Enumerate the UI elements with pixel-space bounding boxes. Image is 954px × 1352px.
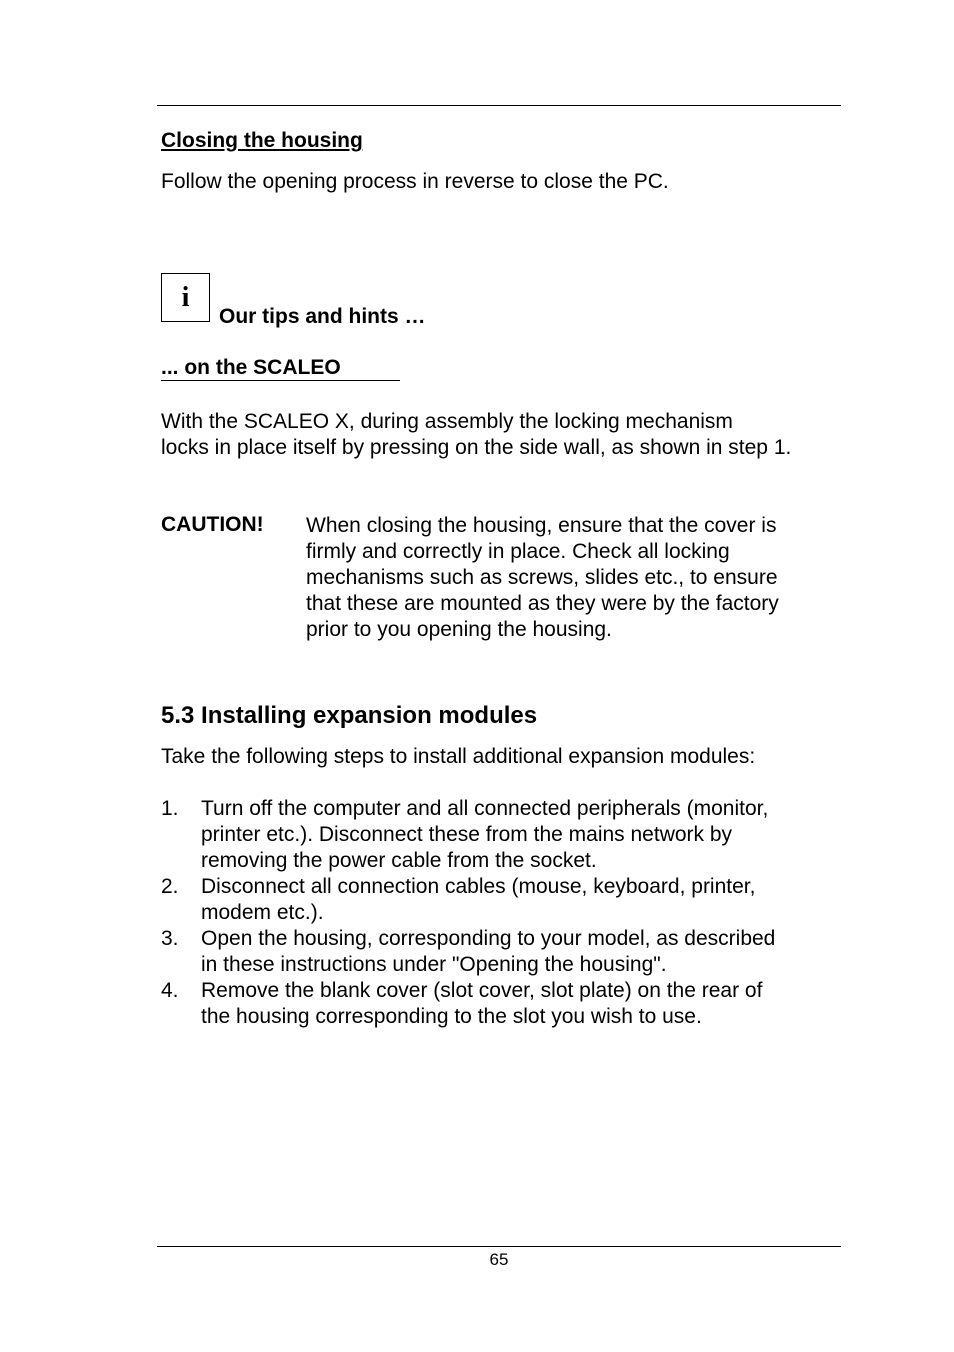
list-item <box>161 978 841 1030</box>
list-item <box>161 796 841 874</box>
step-number: 4. <box>161 979 179 1002</box>
step-line: in these instructions under "Opening the housing". <box>201 953 667 976</box>
step-line: Disconnect all connection cables (mouse, keyboard, printer, <box>201 875 756 898</box>
page-number: 65 <box>489 1250 509 1269</box>
step-number: 2. <box>161 875 179 898</box>
tips-title: Our tips and hints … <box>219 305 426 328</box>
scaleo-text-line: With the SCALEO X, during assembly the locking mechanism <box>161 410 733 433</box>
scaleo-subheading-text: ... on the SCALEO <box>161 356 341 379</box>
closing-text: Follow the opening process in reverse to close the PC. <box>161 170 669 193</box>
footer-rule <box>157 1246 841 1247</box>
caution-label: CAUTION! <box>161 513 264 536</box>
step-line: Remove the blank cover (slot cover, slot plate) on the rear of <box>201 979 763 1002</box>
step-number: 1. <box>161 797 179 820</box>
steps-list <box>161 796 841 1030</box>
step-number: 3. <box>161 927 179 950</box>
scaleo-text <box>161 409 851 461</box>
step-line: Open the housing, corresponding to your model, as described <box>201 927 776 950</box>
scaleo-subheading <box>161 356 400 381</box>
list-item <box>161 926 841 978</box>
step-line: Turn off the computer and all connected peripherals (monitor, <box>201 797 769 820</box>
closing-heading: Closing the housing <box>161 129 363 152</box>
scaleo-text-line: locks in place itself by pressing on the side wall, as shown in step 1. <box>161 436 792 459</box>
caution-line: that these are mounted as they were by the factory <box>306 592 779 615</box>
info-icon-letter: i <box>181 281 190 313</box>
step-line: modem etc.). <box>201 901 324 924</box>
step-line: removing the power cable from the socket. <box>201 849 597 872</box>
caution-line: When closing the housing, ensure that the cover is <box>306 514 777 537</box>
section-intro: Take the following steps to install additional expansion modules: <box>161 745 756 768</box>
section-heading: 5.3 Installing expansion modules <box>161 702 538 729</box>
step-line: printer etc.). Disconnect these from the mains network by <box>201 823 733 846</box>
step-line: the housing corresponding to the slot you wish to use. <box>201 1005 702 1028</box>
caution-line: firmly and correctly in place. Check all locking <box>306 540 730 563</box>
caution-line: mechanisms such as screws, slides etc., to ensure <box>306 566 778 589</box>
list-item <box>161 874 841 926</box>
caution-text <box>306 513 846 643</box>
header-rule <box>157 105 841 106</box>
info-icon <box>161 273 210 322</box>
caution-line: prior to you opening the housing. <box>306 618 612 641</box>
